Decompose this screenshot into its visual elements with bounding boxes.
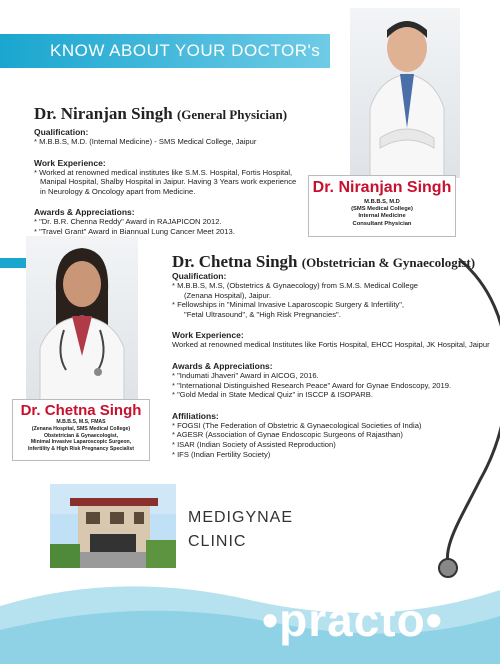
doctor1-specialty: (General Physician) xyxy=(176,107,288,122)
doctor2-awards-heading: Awards & Appreciations: xyxy=(172,360,273,371)
doctor2-experience-line: Worked at renowned medical Institutes like Fortis Hospital, EHCC Hospital, JK Hospital, Jaipur xyxy=(172,340,490,350)
doctor2-qualification-line: "Fetal Ultrasound", & "High Risk Pregnancies". xyxy=(184,309,341,319)
doctor2-award-line: * "International Distinguished Research Peace" Award for Gynae Endoscopy, 2019. xyxy=(172,380,452,390)
doctor1-award-line: * "Travel Grant" Award in Biannual Lung Cancer Meet 2013. xyxy=(34,226,235,236)
doctor2-specialty: (Obstetrician & Gynaecologist) xyxy=(301,255,476,270)
clinic-name-line: MEDIGYNAE xyxy=(188,509,294,526)
doctor2-card-line: Minimal Invasive Laparoscopic Surgeon, xyxy=(30,439,132,446)
doctor1-card-line: Internal Medicine xyxy=(358,213,406,220)
doctor1-card-line: M.B.B.S, M.D xyxy=(364,199,400,205)
doctor2-award-line: * "Indumati Jhaveri" Award in AICOG, 2016. xyxy=(172,370,319,380)
doctor1-card-line: (SMS Medical College) xyxy=(351,206,413,213)
doctor2-qualification-line: * Fellowships in "Minimal Invasive Laparoscopic Surgery & Infertility", xyxy=(172,300,405,310)
doctor1-details xyxy=(34,127,296,237)
doctor2-affiliation-line: * AGESR (Association of Gynae Endoscopic Surgeons of Rajasthan) xyxy=(172,430,403,440)
doctor2-name-heading: Dr. Chetna Singh (Obstetrician & Gynaecologist) xyxy=(172,252,476,271)
clinic-name xyxy=(188,506,293,554)
doctor2-qualification-line: * M.B.B.S, M.S, (Obstetrics & Gynaecology) from S.M.S. Medical College xyxy=(172,281,419,290)
clinic-building-icon xyxy=(50,484,176,568)
doctor2-card-line: Infertility & High Risk Pregnancy Specialist xyxy=(27,446,135,453)
doctor2-photo xyxy=(26,236,138,402)
doctor1-qualification-heading: Qualification: xyxy=(34,127,89,137)
doctor1-name-card xyxy=(308,175,456,237)
doctor1-card-name: Dr. Niranjan Singh xyxy=(312,179,452,196)
clinic-photo xyxy=(50,484,176,568)
doctor2-card-line: M.B.B.S, M.S, FMAS xyxy=(56,419,106,425)
doctor2-qualification-heading: Qualification: xyxy=(172,271,227,281)
doctor2-card-line: (Zenana Hospital, SMS Medical College) xyxy=(31,425,131,432)
doctor2-affiliation-line: * FOGSI (The Federation of Obstetric & Gynaecological Societies of India) xyxy=(172,420,422,430)
doctor1-experience-line: in Neurology & Oncology apart from Medicine. xyxy=(40,186,196,196)
doctor2-qualification-line: (Zenana Hospital), Jaipur. xyxy=(184,290,271,300)
doctor2-details xyxy=(172,271,490,459)
doctor2-award-line: * "Gold Medal in State Medical Quiz" in ISCCP & ISOPARB. xyxy=(172,390,373,400)
doctor1-awards-heading: Awards & Appreciations: xyxy=(34,207,135,218)
doctor2-affiliation-line: * ISAR (Indian Society of Assisted Reproduction) xyxy=(172,439,336,449)
doctor1-portrait-icon xyxy=(350,8,460,178)
doctor2-affiliation-line: * IFS (Indian Fertility Society) xyxy=(172,449,271,459)
doctor1-experience-line: * Worked at renowned medical institutes like S.M.S. Hospital, Fortis Hospital, xyxy=(34,167,293,177)
doctor2-card-name: Dr. Chetna Singh xyxy=(20,402,142,419)
doctor2-card-line: Obstetrician & Gynaecologist, xyxy=(43,432,119,439)
doctor1-award-line: * "Dr. B.R. Chenna Reddy" Award in RAJAPICON 2012. xyxy=(34,217,222,227)
banner-title: KNOW ABOUT YOUR DOCTOR's xyxy=(50,41,321,60)
doctor1-qualification-line: * M.B.B.S, M.D. (Internal Medicine) - SMS Medical College, Jaipur xyxy=(34,137,257,146)
doctor1-card-line: Consultant Physician xyxy=(352,220,412,227)
doctor1-photo xyxy=(350,8,460,178)
clinic-name-line: CLINIC xyxy=(188,533,247,550)
practo-logo: •practo• xyxy=(262,594,443,646)
doctor2-portrait-icon xyxy=(26,236,138,402)
doctor1-name-heading: Dr. Niranjan Singh (General Physician) xyxy=(34,104,288,123)
doctor1-experience-line: Manipal Hospital, Shalby Hospital in Jaipur. Having 3 Years work experience xyxy=(40,177,297,187)
doctor2-experience-heading: Work Experience: xyxy=(172,330,244,341)
doctor1-experience-heading: Work Experience: xyxy=(34,157,106,168)
doctor2-affiliations-heading: Affiliations: xyxy=(172,410,219,421)
doctor2-name-card xyxy=(12,399,150,461)
